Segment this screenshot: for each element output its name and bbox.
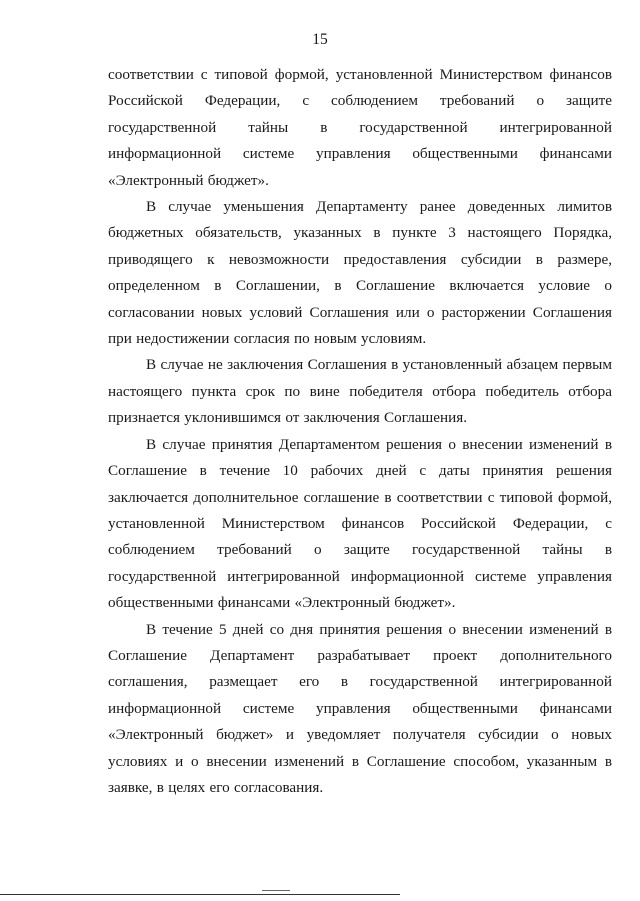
footer-rule: [0, 894, 400, 895]
footer-mark: [262, 890, 290, 891]
paragraph-4: В случае принятия Департаментом решения о внесении изменений в Соглашение в течение 10 рабочих дней с даты принятия решения заключается дополнительное соглашение в соответствии с типовой формой, установленной Министерством финансов Российской Федерации, с соблюдением требований о защите государственной тайны в государственной интегрированной информационной системе управления общественными финансами «Электронный бюджет».: [108, 435, 612, 612]
page-number: 15: [312, 31, 328, 48]
document-body: [108, 62, 612, 801]
paragraph-3: В случае не заключения Соглашения в установленный абзацем первым настоящего пункта срок по вине победителя отбора победитель отбора признается уклонившимся от заключения Соглашения.: [108, 356, 612, 427]
paragraph-2: В случае уменьшения Департаменту ранее доведенных лимитов бюджетных обязательств, указанных в пункте 3 настоящего Порядка, приводящего к невозможности предоставления субсидии в размере, определенном в Соглашении, в Соглашение включается условие о согласовании новых условий Соглашения или о расторжении Соглашения при недостижении согласия по новым условиям.: [108, 198, 612, 348]
paragraph-1: соответствии с типовой формой, установленной Министерством финансов Российской Федерации, с соблюдением требований о защите государственной тайны в государственной интегрированной информационной системе управления общественными финансами «Электронный бюджет».: [108, 66, 612, 189]
paragraph-5: В течение 5 дней со дня принятия решения о внесении изменений в Соглашение Департамент разрабатывает проект дополнительного соглашения, размещает его в государственной интегрированной информационной системе управления общественными финансами «Электронный бюджет» и уведомляет получателя субсидии о новых условиях и о внесении изменений в Соглашение способом, указанным в заявке, в целях его согласования.: [108, 620, 612, 796]
